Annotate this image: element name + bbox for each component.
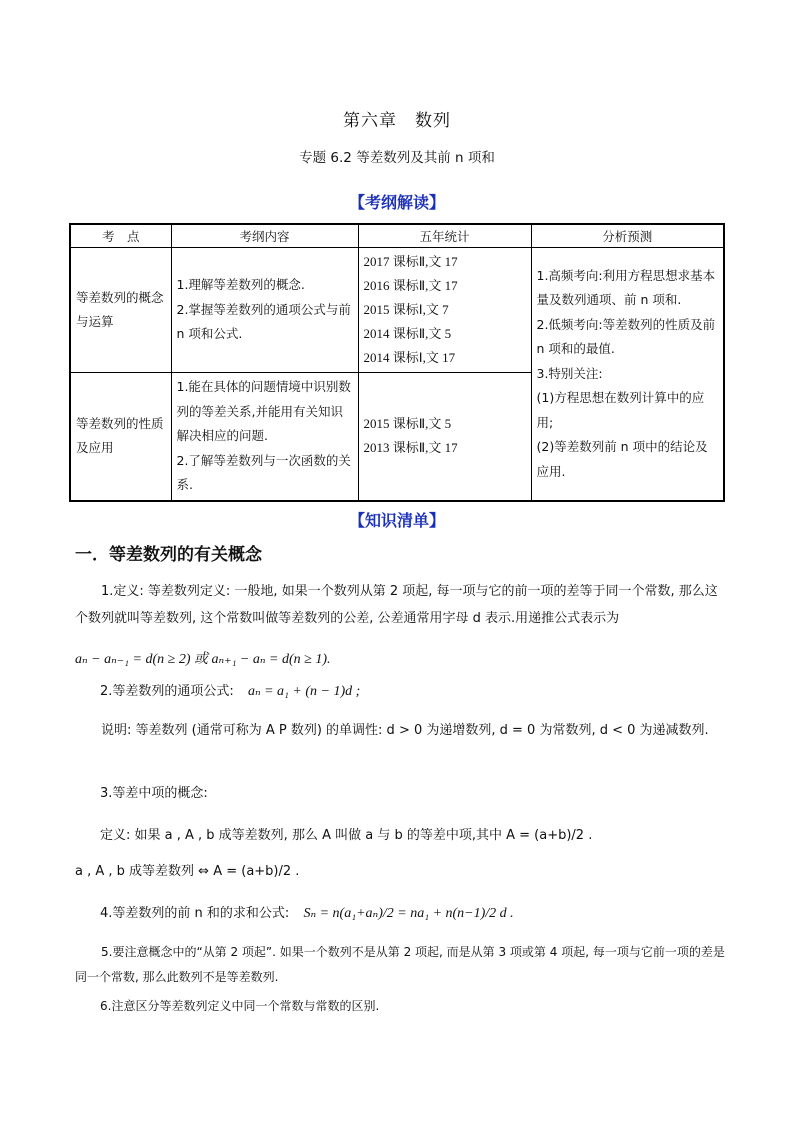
exam-point-cell: 等差数列的性质及应用 — [70, 373, 171, 501]
note-paragraph: 5.要注意概念中的“从第 2 项起”. 如果一个数列不是从第 2 项起, 而是从第 3 项或第 4 项起, 每一项与它前一项的差是同一个常数, 那么此数列不是等差数列. — [75, 945, 725, 984]
stat-line: 2013 课标Ⅱ,文 17 — [363, 440, 458, 456]
topic-title: 专题 6.2 等差数列及其前 n 项和 — [299, 150, 495, 166]
forecast-line: (2)等差数列前 n 项中的结论及应用. — [536, 439, 708, 479]
content-line: 2.了解等差数列与一次函数的关系. — [176, 452, 351, 492]
general-term-formula: aₙ = a₁ + (n − 1)d ; — [247, 684, 361, 699]
sum-formula-label: 4.等差数列的前 n 和的求和公式: — [100, 906, 290, 921]
exam-point-cell: 等差数列的概念与运算 — [70, 248, 171, 373]
stat-line: 2015 课标Ⅱ,文 5 — [363, 416, 452, 432]
middle-term-equivalence: a , A , b 成等差数列 ⇔ A = (a+b)/2 . — [75, 864, 300, 879]
stats-cell — [358, 373, 531, 501]
column-header: 五年统计 — [358, 224, 531, 248]
definition-paragraph: 1.定义: 等差数列定义: 一般地, 如果一个数列从第 2 项起, 每一项与它的前一项的差等于同一个常数, 那么这个数列就叫等差数列, 这个常数叫做等差数列的公差, 公差通常用字母 d 表示.用递推公式表示为 — [75, 584, 718, 626]
syllabus-content-cell — [171, 248, 358, 373]
middle-term-definition: 定义: 如果 a , A , b 成等差数列, 那么 A 叫做 a 与 b 的等差中项,其中 A = (a+b)/2 . — [100, 828, 593, 843]
column-header: 考 点 — [70, 224, 171, 248]
sum-formula: Sₙ = n(a₁+aₙ)/2 = na₁ + n(n−1)/2 d . — [303, 906, 514, 921]
forecast-line: 1.高频考向:利用方程思想求基本量及数列通项、前 n 项和. — [536, 267, 716, 307]
outline-heading: 【考纲解读】 — [348, 193, 445, 212]
note-paragraph: 6.注意区分等差数列定义中同一个常数与常数的区别. — [100, 999, 380, 1013]
column-header: 考纲内容 — [171, 224, 358, 248]
syllabus-content-cell — [171, 373, 358, 501]
knowledge-heading: 【知识清单】 — [348, 511, 445, 530]
content-line: 2.掌握等差数列的通项公式与前 n 项和公式. — [176, 301, 351, 342]
syllabus-table — [69, 223, 725, 502]
general-term-label: 2.等差数列的通项公式: — [100, 684, 234, 699]
table-row — [70, 248, 724, 373]
recurrence-formula: aₙ − aₙ₋₁ = d(n ≥ 2) 或 aₙ₊₁ − aₙ = d(n ≥ 1). — [75, 652, 331, 667]
forecast-cell — [531, 248, 724, 501]
stat-line: 2016 课标Ⅱ,文 17 — [363, 278, 458, 293]
stat-line: 2014 课标Ⅰ,文 17 — [363, 350, 456, 365]
chapter-title: 第六章 数列 — [343, 111, 451, 131]
forecast-line: 2.低频考向:等差数列的性质及前 n 项和的最值. — [536, 316, 716, 356]
monotonicity-note: 说明: 等差数列 (通常可称为 A P 数列) 的单调性: d > 0 为递增数列, d = 0 为常数列, d < 0 为递减数列. — [101, 723, 709, 738]
stats-cell — [358, 248, 531, 373]
sum-formula-line — [100, 900, 514, 927]
middle-term-label: 3.等差中项的概念: — [100, 786, 208, 801]
forecast-line: (1)方程思想在数列计算中的应用; — [536, 390, 705, 430]
forecast-line: 3.特别关注: — [536, 365, 603, 381]
content-line: 1.理解等差数列的概念. — [176, 277, 305, 293]
stat-line: 2014 课标Ⅱ,文 5 — [363, 326, 452, 341]
part-title: 一．等差数列的有关概念 — [75, 545, 262, 565]
stat-line: 2015 课标Ⅰ,文 7 — [363, 302, 449, 317]
column-header: 分析预测 — [531, 224, 724, 248]
table-header-row — [70, 224, 724, 248]
general-term-line — [100, 678, 360, 705]
content-line: 1.能在具体的问题情境中识别数列的等差关系,并能用有关知识解决相应的问题. — [176, 379, 351, 443]
stat-line: 2017 课标Ⅱ,文 17 — [363, 254, 458, 269]
